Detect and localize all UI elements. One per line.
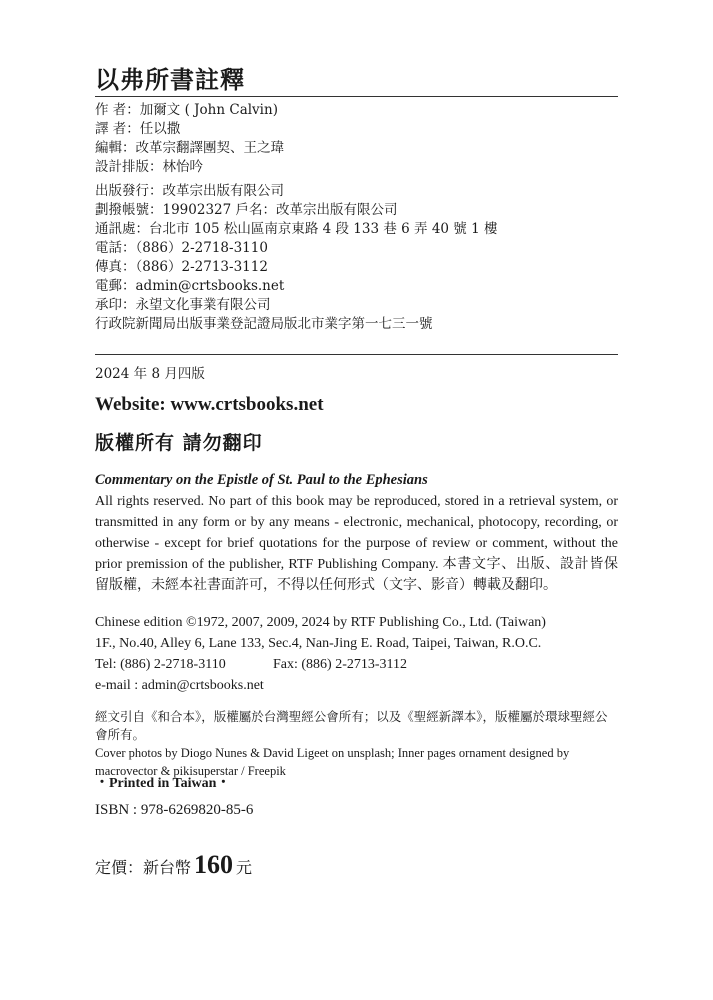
english-address-line: 1F., No.40, Alley 6, Lane 133, Sec.4, Nan-Jing E. Road, Taipei, Taiwan, R.O.C.	[95, 636, 542, 651]
book-title-english: Commentary on the Epistle of St. Paul to the Ephesians	[95, 472, 428, 488]
price-amount: 160	[194, 850, 234, 879]
address-line: 通訊處：台北市 105 松山區南京東路 4 段 133 巷 6 弄 40 號 1 樓	[95, 221, 498, 237]
website-line: Website: www.crtsbooks.net	[95, 394, 324, 415]
email-en-line: e-mail : admin@crtsbooks.net	[95, 678, 264, 693]
tel-text: Tel: (886) 2-2718-3110	[95, 657, 226, 672]
credits-small	[95, 708, 618, 780]
credits-block	[95, 101, 497, 334]
book-title: 以弗所書註釋	[95, 66, 245, 94]
publisher-line: 出版發行：改革宗出版有限公司	[95, 183, 284, 199]
isbn-line: ISBN : 978-6269820-85-6	[95, 802, 254, 818]
price-unit: 元	[236, 858, 253, 877]
price-line	[95, 850, 252, 880]
publication-info	[95, 612, 546, 696]
fax-text: Fax: (886) 2-2713-3112	[273, 657, 408, 672]
scripture-credit: 經文引自《和合本》，版權屬於台灣聖經公會所有；以及《聖經新譯本》，版權屬於環球聖經公會所有。	[95, 710, 608, 742]
email-line: 電郵：admin@crtsbooks.net	[95, 278, 285, 294]
title-divider	[95, 96, 618, 97]
registration-line: 行政院新聞局出版事業登記證局版北市業字第一七三一號	[95, 316, 433, 332]
credits-divider	[95, 354, 618, 355]
rights-notice: 版權所有 請勿翻印	[95, 432, 263, 454]
editor-line: 編輯：改革宗翻譯團契、王之瑋	[95, 140, 284, 156]
chinese-edition-line: Chinese edition ©1972, 2007, 2009, 2024 by RTF Publishing Co., Ltd. (Taiwan)	[95, 615, 546, 630]
copyright-notice: All rights reserved. No part of this book may be reproduced, stored in a retrieval system, or transmitted in any form or by any means - electronic, mechanical, photocopy, recording, or otherwise - except for brief quotations for the purpose of review or comment, without the prior premission of the publisher, RTF Publishing Company. 本書文字、出版、設計皆保留版權，未經本社書面許可，不得以任何形式（文字、影音）轉載及翻印。	[95, 494, 618, 593]
fax-line: 傳真：（886）2-2713-3112	[95, 259, 268, 275]
printer-line: 承印：永望文化事業有限公司	[95, 297, 271, 313]
tel-fax-line	[95, 654, 546, 675]
phone-line: 電話：（886）2-2718-3110	[95, 240, 268, 256]
translator-line: 譯 者：任以撒	[95, 121, 181, 137]
photo-credit: Cover photos by Diogo Nunes & David Ligeet on unsplash; Inner pages ornament designed by macrovector & pikisuperstar / Freepik	[95, 746, 570, 778]
postal-account-line: 劃撥帳號：19902327 戶名：改革宗出版有限公司	[95, 202, 398, 218]
design-line: 設計排版：林怡吟	[95, 159, 203, 175]
price-label: 定價：新台幣	[95, 858, 192, 877]
edition-line: 2024 年 8 月四版	[95, 366, 205, 382]
printed-in-line: ・Printed in Taiwan・	[95, 776, 231, 791]
author-line: 作 者：加爾文 ( John Calvin)	[95, 102, 278, 118]
